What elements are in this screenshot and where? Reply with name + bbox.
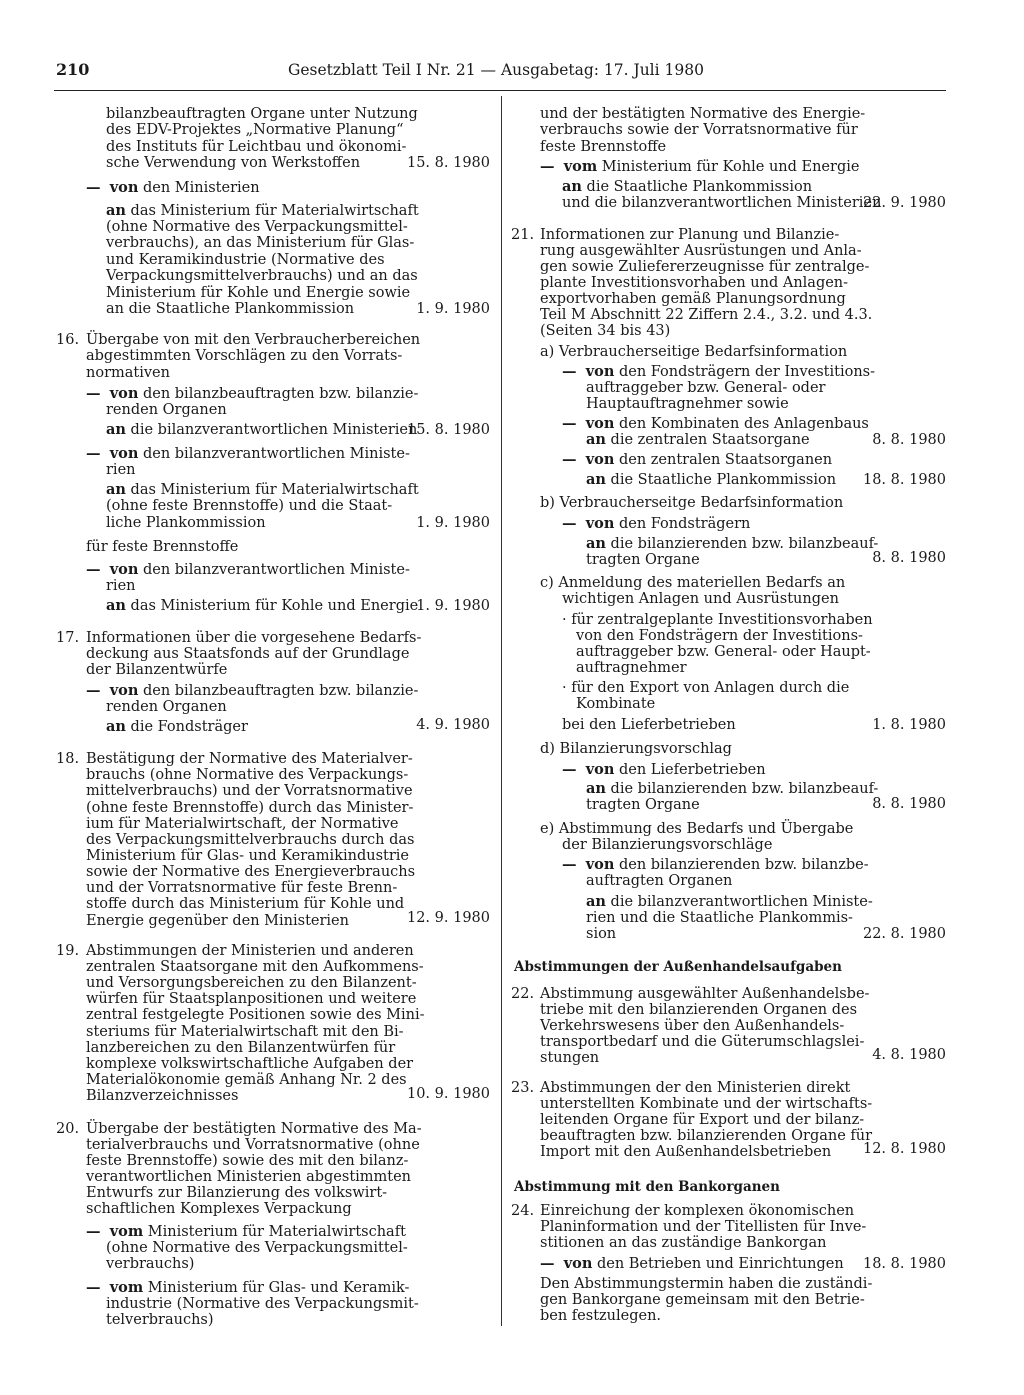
text-line: für feste Brennstoffe	[86, 539, 239, 555]
text-segment: das Ministerium für Materialwirtschaft	[125, 203, 419, 219]
text-line: renden Organen	[106, 699, 227, 715]
deadline-date: 10. 9. 1980	[406, 1086, 490, 1102]
text-line: bei den Lieferbetrieben	[562, 717, 736, 733]
text-line: auftragnehmer	[576, 660, 687, 676]
keyword-an: an	[562, 178, 582, 195]
text-segment: den Kombinaten des Anlagenbaus	[614, 416, 869, 432]
list-item	[540, 1256, 844, 1272]
keyword-vom: vom	[109, 1223, 144, 1240]
text-line: verantwortlichen Ministerien abgestimmten	[86, 1169, 412, 1185]
text-line: Planinformation und der Titellisten für Inve-	[540, 1219, 867, 1235]
text-line	[586, 432, 810, 448]
keyword-von: von	[109, 385, 139, 402]
keyword-vom: vom	[109, 1279, 144, 1296]
text-line: (ohne Normative des Verpackungsmittel-	[106, 219, 408, 235]
keyword-von: von	[109, 561, 139, 578]
text-segment: den bilanzierenden bzw. bilanzbe-	[614, 857, 869, 873]
text-line: des Verpackungsmittelverbrauchs durch das	[86, 832, 415, 848]
dash-marker: —	[540, 158, 555, 175]
text-line: wichtigen Anlagen und Ausrüstungen	[562, 591, 839, 607]
text-line: schaftlichen Komplexes Verpackung	[86, 1201, 352, 1217]
text-line: sche Verwendung von Werkstoffen	[106, 155, 361, 171]
text-line: deckung aus Staatsfonds auf der Grundlage	[86, 646, 410, 662]
text-line: sowie der Normative des Energieverbrauchs	[86, 864, 416, 880]
text-line	[586, 781, 878, 797]
text-line: verbrauchs)	[106, 1256, 195, 1272]
text-line: stitionen an das zuständige Bankorgan	[540, 1235, 827, 1251]
text-line: der Bilanzierungsvorschläge	[562, 837, 773, 853]
text-line: beauftragten bzw. bilanzierenden Organe für	[540, 1128, 873, 1144]
item-number: 17.	[56, 630, 80, 646]
text-line: auftraggeber bzw. General- oder Haupt-	[576, 644, 871, 660]
text-line	[586, 894, 873, 910]
deadline-date: 4. 9. 1980	[416, 717, 490, 733]
text-line: Materialökonomie gemäß Anhang Nr. 2 des	[86, 1072, 407, 1088]
list-item	[86, 180, 260, 196]
text-line: rien und die Staatliche Plankommis-	[586, 910, 853, 926]
text-line: gen Bankorgane gemeinsam mit den Betrie-	[540, 1292, 865, 1308]
text-segment: die Staatliche Plankommission	[581, 179, 813, 195]
text-line	[106, 719, 248, 735]
text-line: lanzbereichen zu den Bilanzentwürfen für	[86, 1040, 396, 1056]
dash-marker: —	[86, 1223, 101, 1240]
dash-marker: —	[86, 682, 101, 699]
text-line: Abstimmungen der den Ministerien direkt	[540, 1080, 851, 1096]
subitem-title: b) Verbraucherseitge Bedarfsinformation	[540, 495, 844, 511]
deadline-date: 18. 8. 1980	[862, 472, 946, 488]
keyword-an: an	[106, 597, 126, 614]
text-segment: den bilanzbeauftragten bzw. bilanzie-	[138, 386, 419, 402]
text-line: abgestimmten Vorschlägen zu den Vorrats-	[86, 348, 403, 364]
item-number: 22.	[511, 986, 535, 1002]
text-line: feste Brennstoffe) sowie des mit den bilanz-	[86, 1153, 409, 1169]
text-line: an die Staatliche Plankommission	[106, 301, 355, 317]
keyword-an: an	[586, 535, 606, 552]
page-number: 210	[56, 60, 90, 79]
text-line: stoffe durch das Ministerium für Kohle und	[86, 896, 405, 912]
text-line: ium für Materialwirtschaft, der Normative	[86, 816, 399, 832]
text-segment: den Ministerien	[138, 180, 260, 196]
dash-marker: —	[86, 561, 101, 578]
dash-marker: —	[562, 761, 577, 778]
keyword-von: von	[585, 415, 615, 432]
dash-marker: —	[562, 515, 577, 532]
text-line: Übergabe der bestätigten Normative des Ma-	[86, 1121, 422, 1137]
text-segment: den Fondsträgern	[614, 516, 751, 532]
keyword-von: von	[585, 363, 615, 380]
deadline-date: 22. 9. 1980	[862, 195, 946, 211]
keyword-von: von	[109, 179, 139, 196]
deadline-date: 15. 8. 1980	[406, 422, 490, 438]
keyword-von: von	[109, 445, 139, 462]
text-segment: Ministerium für Kohle und Energie	[597, 159, 860, 175]
text-line	[106, 203, 419, 219]
item-number: 20.	[56, 1121, 80, 1137]
text-line: exportvorhaben gemäß Planungsordnung	[540, 291, 846, 307]
dash-marker: —	[562, 451, 577, 468]
text-line: Übergabe von mit den Verbraucherbereichen	[86, 332, 421, 348]
text-segment: den Lieferbetrieben	[614, 762, 766, 778]
text-line: verbrauchs sowie der Vorratsnormative für	[540, 122, 858, 138]
keyword-von: von	[585, 515, 615, 532]
text-line: Einreichung der komplexen ökonomischen	[540, 1203, 855, 1219]
section-heading: Abstimmung mit den Bankorganen	[514, 1179, 780, 1195]
text-line: Bilanzverzeichnisses	[86, 1088, 239, 1104]
text-line: Kombinate	[576, 696, 656, 712]
keyword-an: an	[586, 471, 606, 488]
deadline-date: 8. 8. 1980	[872, 796, 946, 812]
text-line: zentralen Staatsorgane mit den Aufkommens-	[86, 959, 424, 975]
deadline-date: 8. 8. 1980	[872, 432, 946, 448]
subitem-title: d) Bilanzierungsvorschlag	[540, 741, 732, 757]
text-line: Den Abstimmungstermin haben die zuständi-	[540, 1276, 873, 1292]
text-line: und Versorgungsbereichen zu den Bilanzent-	[86, 975, 417, 991]
list-item	[562, 416, 869, 432]
header-rule	[54, 90, 946, 91]
column-divider	[501, 96, 502, 1326]
text-line: Ministerium für Kohle und Energie sowie	[106, 285, 411, 301]
text-segment: die bilanzverantwortlichen Ministe-	[605, 894, 873, 910]
item-number: 23.	[511, 1080, 535, 1096]
text-line: leitenden Organe für Export und der bilanz-	[540, 1112, 865, 1128]
text-line: Abstimmung ausgewählter Außenhandelsbe-	[540, 986, 870, 1002]
deadline-date: 15. 8. 1980	[406, 155, 490, 171]
keyword-von: von	[585, 451, 615, 468]
text-line: normativen	[86, 365, 170, 381]
item-number: 16.	[56, 332, 80, 348]
text-line: und Keramikindustrie (Normative des	[106, 252, 385, 268]
text-line: (ohne feste Brennstoffe) durch das Minister-	[86, 800, 414, 816]
list-item	[562, 364, 875, 380]
text-line: auftraggeber bzw. General- oder	[586, 380, 826, 396]
deadline-date: 12. 8. 1980	[862, 1141, 946, 1157]
text-line: rien	[106, 578, 136, 594]
keyword-an: an	[586, 893, 606, 910]
deadline-date: 1. 8. 1980	[872, 717, 946, 733]
text-segment: die bilanzierenden bzw. bilanzbeauf-	[605, 781, 879, 797]
text-segment: den bilanzbeauftragten bzw. bilanzie-	[138, 683, 419, 699]
text-line: industrie (Normative des Verpackungsmit-	[106, 1296, 419, 1312]
list-item: · für zentralgeplante Investitionsvorhaben	[562, 612, 873, 628]
keyword-an: an	[106, 718, 126, 735]
text-line: stungen	[540, 1050, 600, 1066]
text-line: ben festzulegen.	[540, 1308, 662, 1324]
text-segment: das Ministerium für Materialwirtschaft	[125, 482, 419, 498]
subitem-title: c) Anmeldung des materiellen Bedarfs an	[540, 575, 846, 591]
list-item	[562, 857, 869, 873]
text-line: telverbrauchs)	[106, 1312, 214, 1328]
keyword-von: von	[109, 682, 139, 699]
text-line: transportbedarf und die Güterumschlagslei-	[540, 1034, 865, 1050]
text-line: tragten Organe	[586, 797, 700, 813]
dash-marker: —	[86, 1279, 101, 1296]
text-line: Bestätigung der Normative des Materialver-	[86, 751, 413, 767]
item-number: 21.	[511, 227, 535, 243]
text-line: und der Vorratsnormative für feste Brenn-	[86, 880, 398, 896]
keyword-an: an	[106, 421, 126, 438]
keyword-an: an	[106, 202, 126, 219]
text-line: Abstimmungen der Ministerien und anderen	[86, 943, 414, 959]
list-item	[86, 386, 418, 402]
text-line: rien	[106, 462, 136, 478]
keyword-von: von	[585, 761, 615, 778]
item-number: 18.	[56, 751, 80, 767]
keyword-an: an	[106, 481, 126, 498]
subitem-title: a) Verbraucherseitige Bedarfsinformation	[540, 344, 848, 360]
text-line	[106, 598, 418, 614]
text-line: steriums für Materialwirtschaft mit den Bi-	[86, 1024, 404, 1040]
list-item: · für den Export von Anlagen durch die	[562, 680, 850, 696]
list-item	[562, 516, 750, 532]
keyword-vom: vom	[563, 158, 598, 175]
keyword-von: von	[585, 856, 615, 873]
deadline-date: 1. 9. 1980	[416, 301, 490, 317]
subitem-title: e) Abstimmung des Bedarfs und Übergabe	[540, 821, 854, 837]
text-line: (Seiten 34 bis 43)	[540, 323, 671, 339]
deadline-date: 1. 9. 1980	[416, 515, 490, 531]
text-segment: die bilanzierenden bzw. bilanzbeauf-	[605, 536, 879, 552]
list-item	[86, 683, 418, 699]
list-item	[562, 762, 766, 778]
text-line: triebe mit den bilanzierenden Organen des	[540, 1002, 858, 1018]
text-segment: den zentralen Staatsorganen	[614, 452, 833, 468]
deadline-date: 8. 8. 1980	[872, 550, 946, 566]
deadline-date: 1. 9. 1980	[416, 598, 490, 614]
text-line: unterstellten Kombinate und der wirtschafts-	[540, 1096, 873, 1112]
keyword-an: an	[586, 780, 606, 797]
dash-marker: —	[86, 179, 101, 196]
list-item	[562, 452, 832, 468]
text-line: tragten Organe	[586, 552, 700, 568]
text-line: Energie gegenüber den Ministerien	[86, 913, 349, 929]
text-line: Ministerium für Glas- und Keramikindustrie	[86, 848, 409, 864]
keyword-an: an	[586, 431, 606, 448]
text-segment: Ministerium für Materialwirtschaft	[143, 1224, 406, 1240]
text-line: sion	[586, 926, 617, 942]
deadline-date: 22. 8. 1980	[862, 926, 946, 942]
dash-marker: —	[562, 856, 577, 873]
text-line: terialverbrauchs und Vorratsnormative (ohne	[86, 1137, 420, 1153]
text-line: rung ausgewählter Ausrüstungen und Anla-	[540, 243, 862, 259]
text-line: auftragten Organen	[586, 873, 733, 889]
text-line: komplexe volkswirtschaftliche Aufgaben der	[86, 1056, 414, 1072]
page-header	[56, 62, 946, 84]
text-line: Teil M Abschnitt 22 Ziffern 2.4., 3.2. und 4.3.	[540, 307, 873, 323]
text-line: des Instituts für Leichtbau und ökonomi-	[106, 139, 407, 155]
text-line: plante Investitionsvorhaben und Anlagen-	[540, 275, 849, 291]
text-line: würfen für Staatsplanpositionen und weitere	[86, 991, 417, 1007]
text-segment: die Fondsträger	[125, 719, 248, 735]
text-line: des EDV-Projektes „Normative Planung“	[106, 122, 404, 138]
running-title: Gesetzblatt Teil I Nr. 21 — Ausgabetag: 17. Juli 1980	[288, 61, 704, 79]
dash-marker: —	[562, 415, 577, 432]
deadline-date: 18. 8. 1980	[862, 1256, 946, 1272]
list-item	[86, 562, 410, 578]
dash-marker: —	[86, 445, 101, 462]
list-item	[540, 159, 859, 175]
text-line: mittelverbrauchs) und der Vorratsnormative	[86, 783, 413, 799]
text-line	[106, 482, 419, 498]
text-line: Informationen zur Planung und Bilanzie-	[540, 227, 840, 243]
text-line: zentral festgelegte Positionen sowie des Mini-	[86, 1007, 425, 1023]
text-line: Import mit den Außenhandelsbetrieben	[540, 1144, 832, 1160]
text-line: verbrauchs), an das Ministerium für Glas-	[106, 235, 415, 251]
text-line: liche Plankommission	[106, 515, 266, 531]
text-line: renden Organen	[106, 402, 227, 418]
text-line: Verpackungsmittelverbrauchs) und an das	[106, 268, 418, 284]
list-item	[86, 1280, 409, 1296]
text-segment: den Betrieben und Einrichtungen	[592, 1256, 844, 1272]
text-line: (ohne feste Brennstoffe) und die Staat-	[106, 498, 393, 514]
text-segment: die Staatliche Plankommission	[605, 472, 837, 488]
list-item	[86, 1224, 406, 1240]
text-line: Hauptauftragnehmer sowie	[586, 396, 789, 412]
text-line: Entwurfs zur Bilanzierung des volkswirt-	[86, 1185, 388, 1201]
text-line: Informationen über die vorgesehene Bedarfs-	[86, 630, 422, 646]
text-line: und die bilanzverantwortlichen Ministerien	[562, 195, 882, 211]
text-line: von den Fondsträgern der Investitions-	[576, 628, 863, 644]
text-line: und der bestätigten Normative des Energie-	[540, 106, 866, 122]
text-line	[586, 536, 878, 552]
text-line: (ohne Normative des Verpackungsmittel-	[106, 1240, 408, 1256]
deadline-date: 12. 9. 1980	[406, 910, 490, 926]
text-segment: den bilanzverantwortlichen Ministe-	[138, 562, 410, 578]
keyword-von: von	[563, 1255, 593, 1272]
text-segment: Ministerium für Glas- und Keramik-	[143, 1280, 410, 1296]
text-segment: das Ministerium für Kohle und Energie	[125, 598, 419, 614]
text-line	[586, 472, 836, 488]
text-segment: die bilanzverantwortlichen Ministerien	[125, 422, 418, 438]
text-line: Verkehrswesens über den Außenhandels-	[540, 1018, 845, 1034]
text-line: brauchs (ohne Normative des Verpackungs-	[86, 767, 409, 783]
dash-marker: —	[540, 1255, 555, 1272]
section-heading: Abstimmungen der Außenhandelsaufgaben	[514, 959, 842, 975]
item-number: 19.	[56, 943, 80, 959]
dash-marker: —	[86, 385, 101, 402]
text-segment: den Fondsträgern der Investitions-	[614, 364, 876, 380]
text-line: der Bilanzentwürfe	[86, 662, 228, 678]
text-segment: die zentralen Staatsorgane	[605, 432, 810, 448]
text-line	[106, 422, 417, 438]
text-line	[562, 179, 812, 195]
text-segment: den bilanzverantwortlichen Ministe-	[138, 446, 410, 462]
text-line: bilanzbeauftragten Organe unter Nutzung	[106, 106, 418, 122]
deadline-date: 4. 8. 1980	[872, 1047, 946, 1063]
list-item	[86, 446, 410, 462]
text-line: gen sowie Zuliefererzeugnisse für zentralge-	[540, 259, 870, 275]
dash-marker: —	[562, 363, 577, 380]
item-number: 24.	[511, 1203, 535, 1219]
text-line: feste Brennstoffe	[540, 139, 667, 155]
